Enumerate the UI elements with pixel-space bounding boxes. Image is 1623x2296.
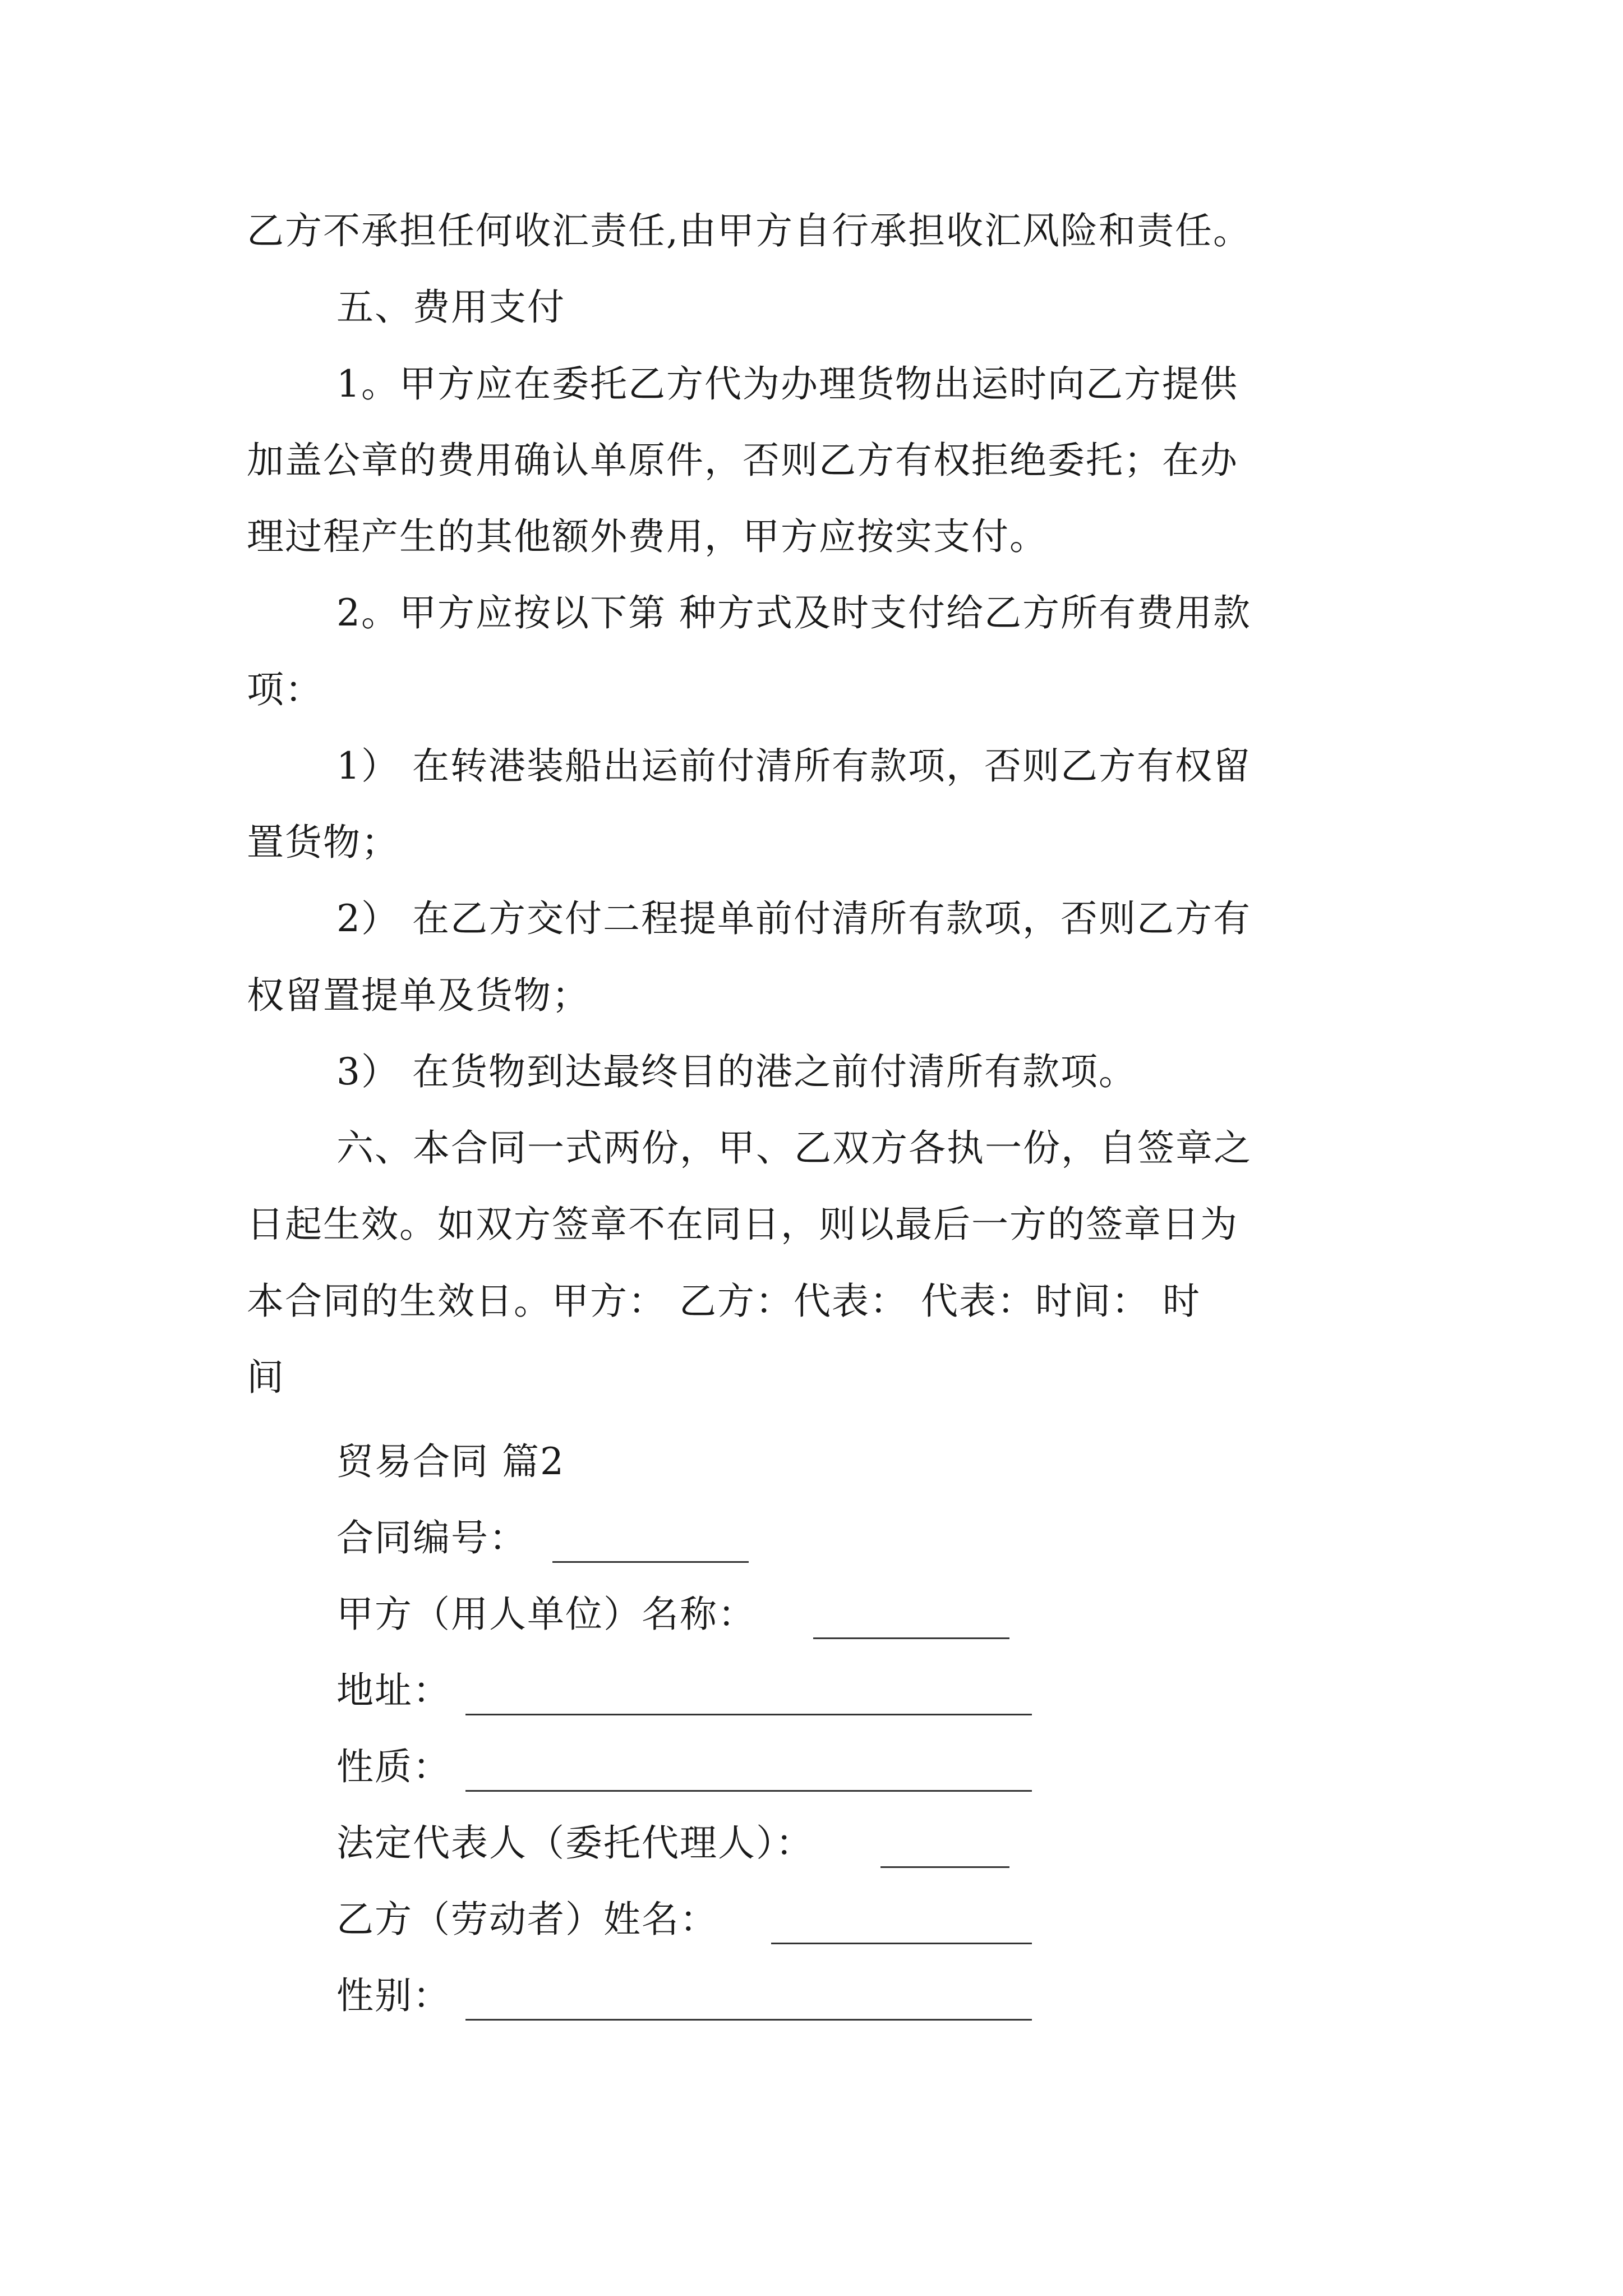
field-label-party-b-name: 乙方（劳动者）姓名： — [336, 1898, 718, 1941]
blank-line-contract-no — [552, 1561, 749, 1563]
blank-line-nature — [465, 1790, 1032, 1792]
section-title: 贸易合同 篇2 — [336, 1440, 565, 1483]
field-label-contract-no: 合同编号： — [336, 1516, 527, 1559]
blank-line-legal-rep — [880, 1866, 1009, 1868]
field-label-legal-rep: 法定代表人（委托代理人）： — [336, 1821, 814, 1865]
field-label-party-a-name: 甲方（用人单位）名称： — [336, 1593, 756, 1636]
paragraph-line: 间 — [247, 1356, 285, 1399]
blank-line-party-b-name — [771, 1943, 1032, 1944]
paragraph-line: 3） 在货物到达最终目的港之前付清所有款项。 — [336, 1050, 1137, 1093]
paragraph-line: 1） 在转港装船出运前付清所有款项，否则乙方有权留 — [336, 744, 1251, 788]
blank-line-address — [465, 1714, 1032, 1715]
paragraph-line: 2。甲方应按以下第 种方式及时支付给乙方所有费用款 — [336, 591, 1251, 634]
field-label-address: 地址： — [336, 1669, 451, 1712]
section-heading-fee-payment: 五、费用支付 — [336, 286, 565, 329]
paragraph-line: 权留置提单及货物； — [247, 974, 590, 1017]
paragraph-line: 置货物； — [247, 821, 399, 864]
blank-line-gender — [465, 2019, 1032, 2021]
paragraph-line: 理过程产生的其他额外费用，甲方应按实支付。 — [247, 515, 1048, 558]
paragraph-line: 日起生效。如双方签章不在同日，则以最后一方的签章日为 — [247, 1203, 1238, 1246]
paragraph-line: 加盖公章的费用确认单原件，否则乙方有权拒绝委托；在办 — [247, 439, 1238, 482]
paragraph-line: 乙方不承担任何收汇责任,由甲方自行承担收汇风险和责任。 — [247, 209, 1251, 252]
paragraph-line: 本合同的生效日。甲方： 乙方：代表： 代表：时间： 时 — [247, 1280, 1201, 1323]
paragraph-line: 六、本合同一式两份，甲、乙双方各执一份，自签章之 — [336, 1126, 1252, 1170]
paragraph-line: 2） 在乙方交付二程提单前付清所有款项，否则乙方有 — [336, 897, 1251, 940]
paragraph-line: 1。甲方应在委托乙方代为办理货物出运时向乙方提供 — [336, 362, 1238, 406]
paragraph-line: 项： — [247, 668, 323, 711]
field-label-nature: 性质： — [336, 1745, 451, 1788]
blank-line-party-a-name — [813, 1637, 1009, 1639]
field-label-gender: 性别： — [336, 1974, 451, 2017]
